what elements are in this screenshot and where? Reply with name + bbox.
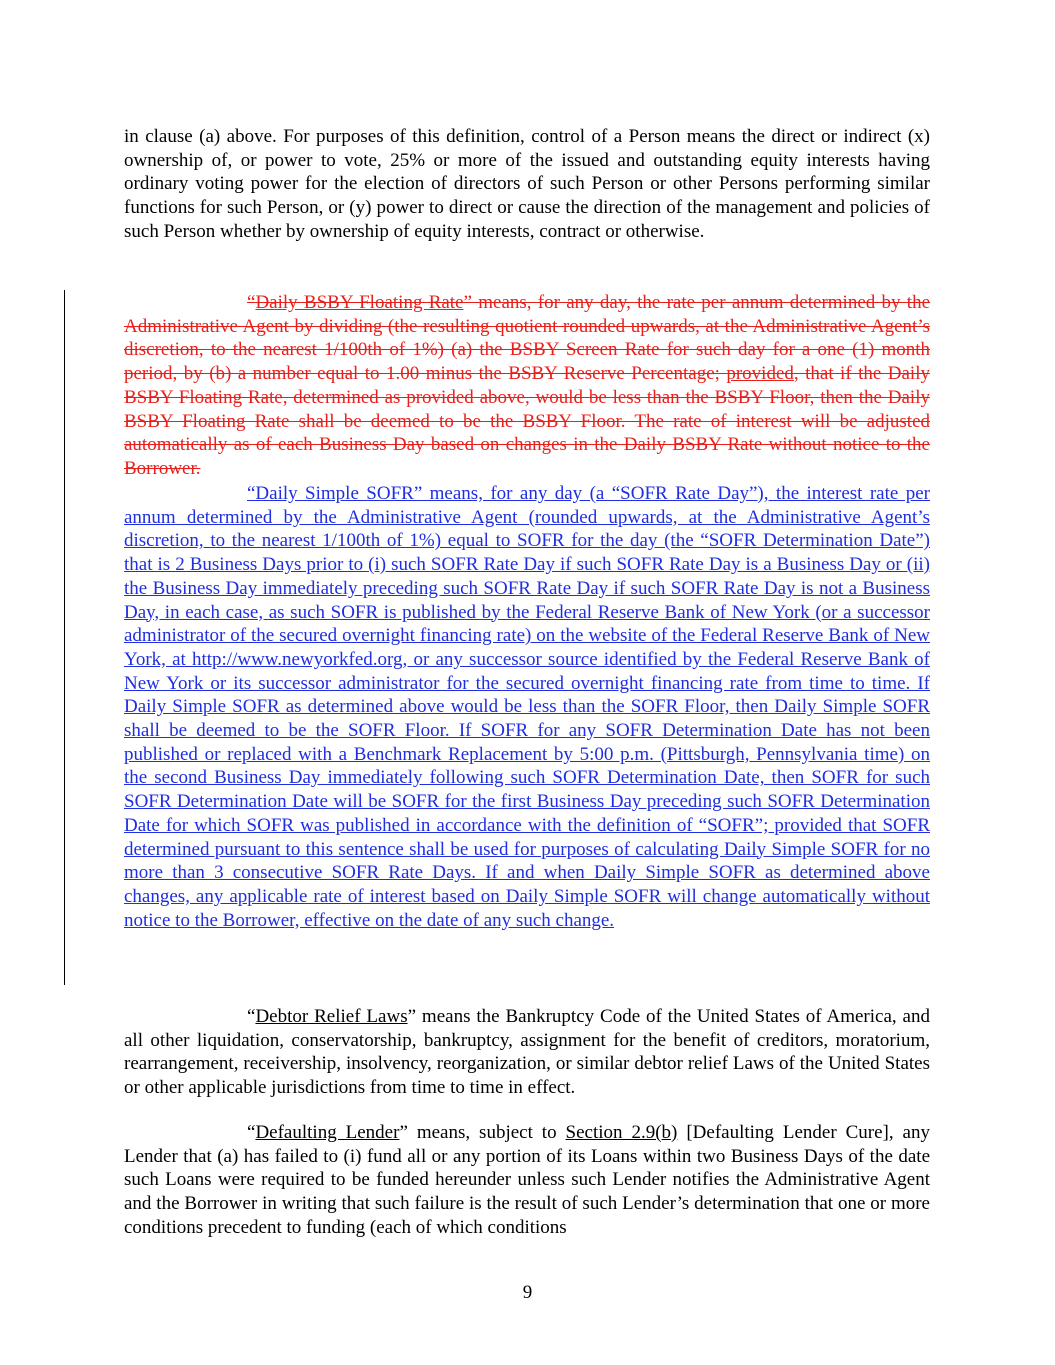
defaulting-text-2: [Defaulting Lender Cure], any Lender that (a) has failed to (i) fund all or any portion of its Loans within two Business Days of the date such Loans were required to be funded hereunder unless such Lender notifies the Administrative Agent and the Borrower in writing that such failure is the result of such Lender’s determination that one or more conditions precedent to funding (each of which conditions	[124, 1122, 930, 1238]
defaulting-lender-term: Defaulting Lender	[255, 1122, 400, 1143]
bsby-term: Daily BSBY Floating Rate	[255, 292, 464, 313]
paragraph-defaulting-lender	[124, 1121, 930, 1240]
paragraph-daily-bsby-deleted	[124, 291, 930, 481]
defaulting-open-quote: “	[247, 1122, 256, 1143]
page-number: 9	[522, 1282, 533, 1303]
bsby-open-quote: “	[247, 292, 256, 313]
bsby-provided: provided	[726, 363, 794, 385]
section-reference: Section 2.9(b)	[565, 1122, 678, 1143]
debtor-relief-term: Debtor Relief Laws	[255, 1006, 408, 1027]
bsby-text-2: , that if the Daily BSBY Floating Rate, determined as provided above, would be less than the BSBY Floor, then the Daily BSBY Floating Rate shall be deemed to be the BSBY Floor. The rate of interest will be adjusted automatically as of each Business Day based on changes in the Daily BSBY Rate without notice to the Borrower.	[124, 363, 930, 479]
paragraph-debtor-relief-laws	[124, 1005, 930, 1100]
defaulting-text-1: ” means, subject to	[399, 1122, 566, 1143]
bsby-text-1: ” means, for any day, the rate per annum determined by the Administrative Agent by dividing (the resulting quotient rounded upwards, at the Administrative Agent’s discretion, to the nearest 1/100th of 1%) (a) the BSBY Screen Rate for such day for a one (1) month period, by (b) a number equal to 1.00 minus the BSBY Reserve Percentage;	[124, 292, 931, 385]
debtor-relief-text: ” means the Bankruptcy Code of the United States of America, and all other liquidation, conservatorship, bankruptcy, assignment for the benefit of creditors, moratorium, rearrangement, receivership, insolvency, reorganization, or similar debtor relief Laws of the United States or other applicable jurisdictions from time to time in effect.	[124, 1006, 930, 1099]
paragraph-daily-simple-sofr-inserted	[124, 482, 930, 932]
debtor-open-quote: “	[247, 1006, 256, 1027]
change-bar	[64, 290, 65, 985]
sofr-text: “Daily Simple SOFR” means, for any day (a “SOFR Rate Day”), the interest rate per annum determined by the Administrative Agent (rounded upwards, at the Administrative Agent’s discretion, to the nearest 1/100th of 1%) equal to SOFR for the day (the “SOFR Determination Date”) that is 2 Business Days prior to (i) such SOFR Rate Day if such SOFR Rate Day is a Business Day or (ii) the Business Day immediately preceding such SOFR Rate Day if such SOFR Rate Day is not a Business Day, in each case, as such SOFR is published by the Federal Reserve Bank of New York (or a successor administrator of the secured overnight financing rate) on the website of the Federal Reserve Bank of New York, at http://www.newyorkfed.org, or any successor source identified by the Federal Reserve Bank of New York or its successor administrator for the secured overnight financing rate from time to time. If Daily Simple SOFR as determined above would be less than the SOFR Floor, then Daily Simple SOFR shall be deemed to be the SOFR Floor. If SOFR for any SOFR Determination Date has not been published or replaced with a Benchmark Replacement by 5:00 p.m. (Pittsburgh, Pennsylvania time) on the second Business Day immediately following such SOFR Determination Date, then SOFR for such SOFR Determination Date will be SOFR for the first Business Day preceding such SOFR Determination Date for which SOFR was published in accordance with the definition of “SOFR”; provided that SOFR determined pursuant to this sentence shall be used for purposes of calculating Daily Simple SOFR for no more than 3 consecutive SOFR Rate Days. If and when Daily Simple SOFR as determined above changes, any applicable rate of interest based on Daily Simple SOFR will change automatically without notice to the Borrower, effective on the date of any such change.	[124, 483, 930, 931]
paragraph-control-definition: in clause (a) above. For purposes of this definition, control of a Person means the direct or indirect (x) ownership of, or power to vote, 25% or more of the issued and outstanding equity interests having ordinary voting power for the election of directors of such Person or other Persons performing similar functions for such Person, or (y) power to direct or cause the direction of the management and policies of such Person whether by ownership of equity interests, contract or otherwise.	[124, 126, 930, 242]
